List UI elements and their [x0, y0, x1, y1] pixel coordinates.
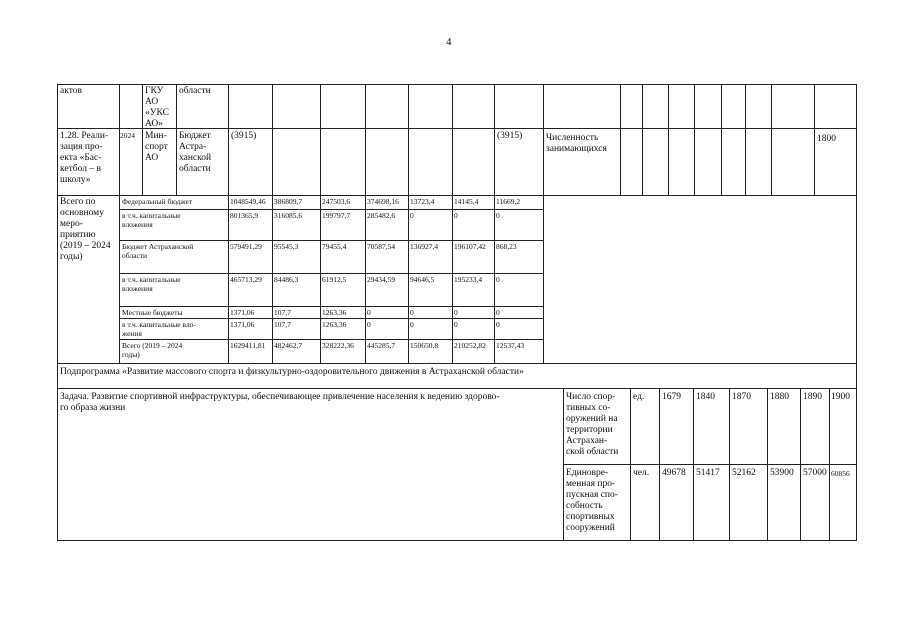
total-row-value: 247503,6: [322, 197, 351, 206]
total-row-value: 328222,36: [322, 341, 354, 350]
total-row-value: 1629411,81: [230, 341, 266, 350]
indicator-value: 1900: [831, 392, 850, 402]
row-128-year: 2024: [120, 131, 135, 140]
total-row-value: 1371,06: [230, 308, 255, 317]
total-row-value: 579491,29: [230, 242, 262, 251]
indicator-value: 53900: [770, 468, 794, 478]
total-row-value: 61912,5: [322, 275, 347, 284]
indicator-unit: ед.: [633, 392, 645, 402]
total-row-value: 374698,16: [367, 197, 399, 206]
total-row-value: 107,7: [274, 320, 291, 329]
total-row-value: 0: [454, 211, 458, 220]
total-row-value: 29434,59: [367, 275, 396, 284]
indicator-name: Единовре- менная про- пускная спо- собность спортивных сооружений: [566, 468, 618, 533]
total-row-value: 0: [367, 308, 371, 317]
total-row-value: 0: [410, 308, 414, 317]
indicator-value: 1679: [662, 392, 681, 402]
total-row-value: 0: [367, 320, 371, 329]
total-row-value: 868,23: [496, 242, 517, 251]
row-128-2024: (3915): [497, 131, 523, 141]
total-row-name: в т.ч. капитальные вложения: [122, 211, 181, 229]
row-128-executor: Мин- спорт АО: [145, 131, 168, 163]
total-row-value: 801365,9: [230, 211, 259, 220]
indicator-value: 1840: [696, 392, 715, 402]
total-row-value: 150650,8: [410, 341, 439, 350]
prev-row-executor: ГКУ АО «УКС АО»: [145, 86, 169, 129]
total-row-value: 0: [496, 320, 500, 329]
indicator-unit: чел.: [633, 468, 650, 478]
row-128-source: Бюджет Астра- ханской области: [179, 131, 212, 174]
total-row-value: 84486,3: [274, 275, 299, 284]
total-row-name: Всего (2019 – 2024 годы): [122, 341, 183, 359]
indicator-value: 49678: [662, 468, 686, 478]
page-number: 4: [446, 36, 452, 48]
total-row-value: 107,7: [274, 308, 291, 317]
total-row-value: 0: [410, 320, 414, 329]
task-text: Задача. Развитие спортивной инфраструктуры, обеспечивающее привлечение населения к ведению здорово- го образа жизни: [60, 392, 500, 413]
total-row-value: 11669,2: [496, 197, 521, 206]
indicator-value: 51417: [696, 468, 720, 478]
indicator-value: 1890: [803, 392, 822, 402]
indicator-value: 1880: [770, 392, 789, 402]
total-row-value: 136927,4: [410, 242, 439, 251]
total-row-value: 1263,36: [322, 308, 347, 317]
row-128-total: (3915): [231, 131, 257, 141]
total-row-value: 465713,29: [230, 275, 262, 284]
total-row-value: 0: [410, 211, 414, 220]
total-row-value: 13723,4: [410, 197, 435, 206]
total-row-value: 0: [496, 275, 500, 284]
total-row-name: Федеральный бюджет: [122, 197, 193, 206]
row-128-target: 1800: [817, 134, 836, 144]
total-row-value: 0: [496, 211, 500, 220]
total-row-value: 70587,54: [367, 242, 396, 251]
total-row-value: 316085,6: [274, 211, 303, 220]
total-row-value: 386809,7: [274, 197, 303, 206]
total-row-value: 285482,6: [367, 211, 396, 220]
total-row-value: 79455,4: [322, 242, 347, 251]
prev-row-source: области: [179, 86, 211, 96]
total-row-name: Местные бюджеты: [122, 308, 183, 317]
total-row-value: 1048549,46: [230, 197, 266, 206]
subprogram-title: Подпрограмма «Развитие массового спорта и физкультурно-оздоровительного движения в Астраханской области»: [60, 367, 524, 377]
total-row-value: 0: [496, 308, 500, 317]
total-row-value: 0: [454, 320, 458, 329]
total-row-value: 12537,43: [496, 341, 525, 350]
total-block-label: Всего по основному меро- приятию (2019 – 2024 годы): [60, 197, 111, 262]
total-row-value: 0: [454, 308, 458, 317]
total-row-value: 199797,7: [322, 211, 351, 220]
total-row-name: в т.ч. капитальные вло- жения: [122, 320, 196, 338]
total-row-value: 445285,7: [367, 341, 396, 350]
total-row-value: 210252,82: [454, 341, 486, 350]
indicator-value: 52162: [732, 468, 756, 478]
total-row-value: 196107,42: [454, 242, 486, 251]
indicator-value: 60856: [831, 469, 850, 478]
indicator-value: 57000: [803, 468, 827, 478]
total-row-name: Бюджет Астраханской области: [122, 242, 194, 260]
total-row-name: в т.ч. капитальные вложения: [122, 275, 181, 293]
total-row-value: 94646,5: [410, 275, 435, 284]
total-row-value: 195233,4: [454, 275, 483, 284]
row-128-name: 1.28. Реали- зация про- екта «Бас- кетбол – в школу»: [60, 131, 109, 185]
row-128-indicator: Численность занимающихся: [546, 133, 607, 154]
total-row-value: 482462,7: [274, 341, 303, 350]
total-row-value: 95545,3: [274, 242, 299, 251]
prev-row-acts: актов: [60, 86, 82, 96]
total-row-value: 1263,36: [322, 320, 347, 329]
total-row-value: 14145,4: [454, 197, 479, 206]
total-row-value: 1371,06: [230, 320, 255, 329]
indicator-name: Число спор- тивных со- оружений на территории Астрахан- ской области: [566, 392, 619, 457]
indicator-value: 1870: [732, 392, 751, 402]
